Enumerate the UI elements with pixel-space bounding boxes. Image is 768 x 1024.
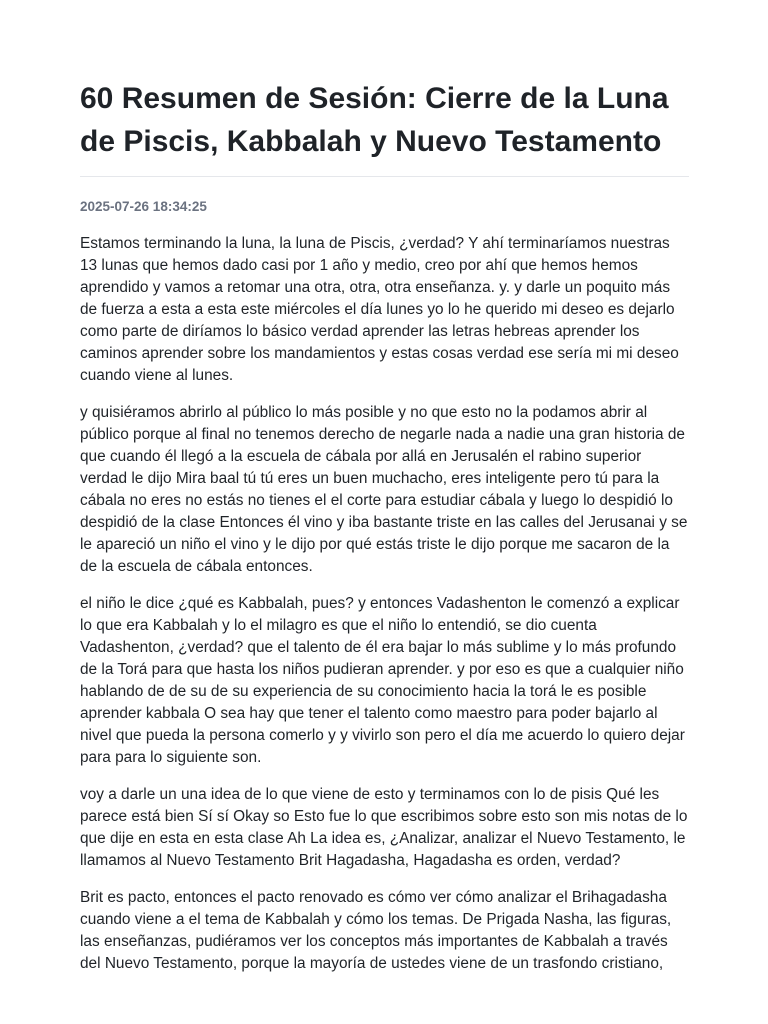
paragraph-3: el niño le dice ¿qué es Kabbalah, pues? y entonces Vadashenton le comenzó a explicar lo que era Kabbalah y lo el milagro es que el niño lo entendió, se dio cuenta Vadashenton, ¿verdad? que el talento de él era bajar lo más sublime y lo más profundo de la Torá para que hasta los niños pudieran aprender. y por eso es que a cualquier niño hablando de de su de su experiencia de su conocimiento hacia la torá le es posible aprender kabbala O sea hay que tener el talento como maestro para poder bajarlo al nivel que pueda la persona comerlo y y vivirlo son pero el día me acuerdo lo quiero dejar para para lo siguiente son. [80, 595, 685, 766]
post-date: 2025-07-26 18:34:25 [80, 199, 207, 214]
article [80, 0, 689, 990]
paragraph-2: y quisiéramos abrirlo al público lo más posible y no que esto no la podamos abrir al público porque al final no tenemos derecho de negarle nada a nadie una gran historia de que cuando él llegó a la escuela de cábala por allá en Jerusalén el rabino superior verdad le dijo Mira baal tú tú eres un buen muchacho, eres inteligente pero tú para la cábala no eres no estás no tienes el el corte para estudiar cábala y luego lo despidió lo despidió de la clase Entonces él vino y iba bastante triste en las calles del Jerusanai y se le apareció un niño el vino y le dijo por qué estás triste le dijo porque me sacaron de la de la escuela de cábala entonces. [80, 404, 688, 575]
page-title: 60 Resumen de Sesión: Cierre de la Luna de Piscis, Kabbalah y Nuevo Testamento [80, 82, 669, 158]
title-divider [80, 176, 689, 177]
paragraph-5: Brit es pacto, entonces el pacto renovado es cómo ver cómo analizar el Brihagadasha cuando viene a el tema de Kabbalah y cómo los temas. De Prigada Nasha, las figuras, las enseñanzas, pudiéramos ver los conceptos más importantes de Kabbalah a través del Nuevo Testamento, porque la mayoría de ustedes viene de un trasfondo cristiano, [80, 889, 672, 972]
article-body [80, 233, 689, 975]
paragraph-4: voy a darle un una idea de lo que viene de esto y terminamos con lo de pisis Qué les parece está bien Sí sí Okay so Esto fue lo que escribimos sobre esto son mis notas de lo que dije en esta en esta clase Ah La idea es, ¿Analizar, analizar el Nuevo Testamento, le llamamos al Nuevo Testamento Brit Hagadasha, Hagadasha es orden, verdad? [80, 786, 688, 869]
paragraph-1: Estamos terminando la luna, la luna de Piscis, ¿verdad? Y ahí terminaríamos nuestras 13 lunas que hemos dado casi por 1 año y medio, creo por ahí que hemos hemos aprendido y vamos a retomar una otra, otra, otra enseñanza. y. y darle un poquito más de fuerza a esta a esta este miércoles el día lunes yo lo he querido mi deseo es dejarlo como parte de diríamos lo básico verdad aprender las letras hebreas aprender los caminos aprender sobre los mandamientos y estas cosas verdad ese sería mi mi deseo cuando viene al lunes. [80, 235, 679, 384]
